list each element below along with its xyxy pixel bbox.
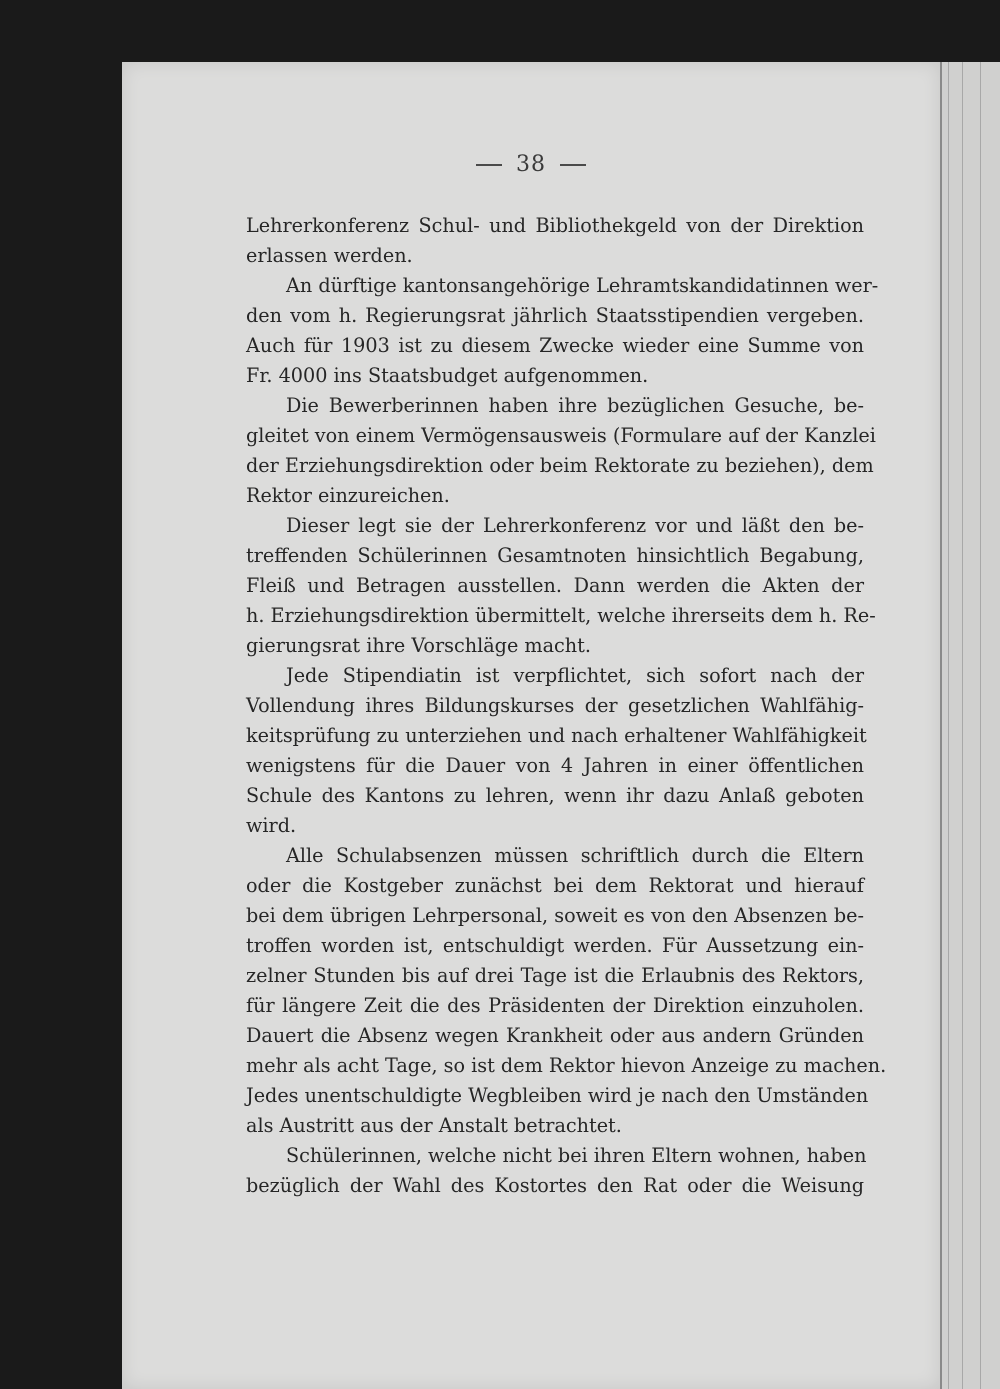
text-line: mehr als acht Tage, so ist dem Rektor hievon Anzeige zu machen. xyxy=(246,1054,887,1077)
adjacent-page-edge xyxy=(940,62,1000,1389)
text-line: Rektor einzureichen. xyxy=(246,484,450,507)
text-line: bezüglich der Wahl des Kostortes den Rat oder die Weisung xyxy=(246,1174,864,1197)
dash-right xyxy=(560,164,586,166)
text-line: treffenden Schülerinnen Gesamtnoten hinsichtlich Begabung, xyxy=(246,544,864,567)
text-line: Alle Schulabsenzen müssen schriftlich durch die Eltern xyxy=(286,844,864,867)
text-line: Auch für 1903 ist zu diesem Zwecke wieder eine Summe von xyxy=(246,334,864,357)
text-line: für längere Zeit die des Präsidenten der Direktion einzuholen. xyxy=(246,994,864,1017)
text-line: erlassen werden. xyxy=(246,244,413,267)
text-line: den vom h. Regierungsrat jährlich Staatsstipendien vergeben. xyxy=(246,304,864,327)
dash-left xyxy=(476,164,502,166)
text-line: Fleiß und Betragen ausstellen. Dann werden die Akten der xyxy=(246,574,864,597)
text-line: bei dem übrigen Lehrpersonal, soweit es von den Absenzen be- xyxy=(246,904,864,927)
text-line: Vollendung ihres Bildungskurses der gesetzlichen Wahlfähig- xyxy=(246,694,864,717)
body-text xyxy=(246,211,887,1201)
text-line: Dieser legt sie der Lehrerkonferenz vor und läßt den be- xyxy=(286,514,864,537)
text-line: Die Bewerberinnen haben ihre bezüglichen Gesuche, be- xyxy=(286,394,864,417)
text-line: wenigstens für die Dauer von 4 Jahren in einer öffentlichen xyxy=(246,754,864,777)
text-line: Fr. 4000 ins Staatsbudget aufgenommen. xyxy=(246,364,649,387)
text-line: An dürftige kantonsangehörige Lehramtskandidatinnen wer- xyxy=(286,274,879,297)
text-line: h. Erziehungsdirektion übermittelt, welche ihrerseits dem h. Re- xyxy=(246,604,876,627)
text-line: keitsprüfung zu unterziehen und nach erhaltener Wahlfähigkeit xyxy=(246,724,867,747)
text-line: Schülerinnen, welche nicht bei ihren Eltern wohnen, haben xyxy=(286,1144,867,1167)
text-line: gierungsrat ihre Vorschläge macht. xyxy=(246,634,591,657)
text-line: Jedes unentschuldigte Wegbleiben wird je nach den Umständen xyxy=(246,1084,869,1107)
text-line: gleitet von einem Vermögensausweis (Formulare auf der Kanzlei xyxy=(246,424,876,447)
text-line: troffen worden ist, entschuldigt werden. Für Aussetzung ein- xyxy=(246,934,864,957)
text-line: Lehrerkonferenz Schul- und Bibliothekgeld von der Direktion xyxy=(246,214,864,237)
page-number xyxy=(122,152,940,177)
text-line: als Austritt aus der Anstalt betrachtet. xyxy=(246,1114,622,1137)
text-line: Jede Stipendiatin ist verpflichtet, sich sofort nach der xyxy=(286,664,864,687)
text-line: zelner Stunden bis auf drei Tage ist die Erlaubnis des Rektors, xyxy=(246,964,864,987)
page-number-value: 38 xyxy=(516,152,546,177)
text-line: wird. xyxy=(246,814,297,837)
text-line: der Erziehungsdirektion oder beim Rektorate zu beziehen), dem xyxy=(246,454,874,477)
text-line: Schule des Kantons zu lehren, wenn ihr dazu Anlaß geboten xyxy=(246,784,864,807)
text-line: Dauert die Absenz wegen Krankheit oder aus andern Gründen xyxy=(246,1024,864,1047)
text-line: oder die Kostgeber zunächst bei dem Rektorat und hierauf xyxy=(246,874,864,897)
